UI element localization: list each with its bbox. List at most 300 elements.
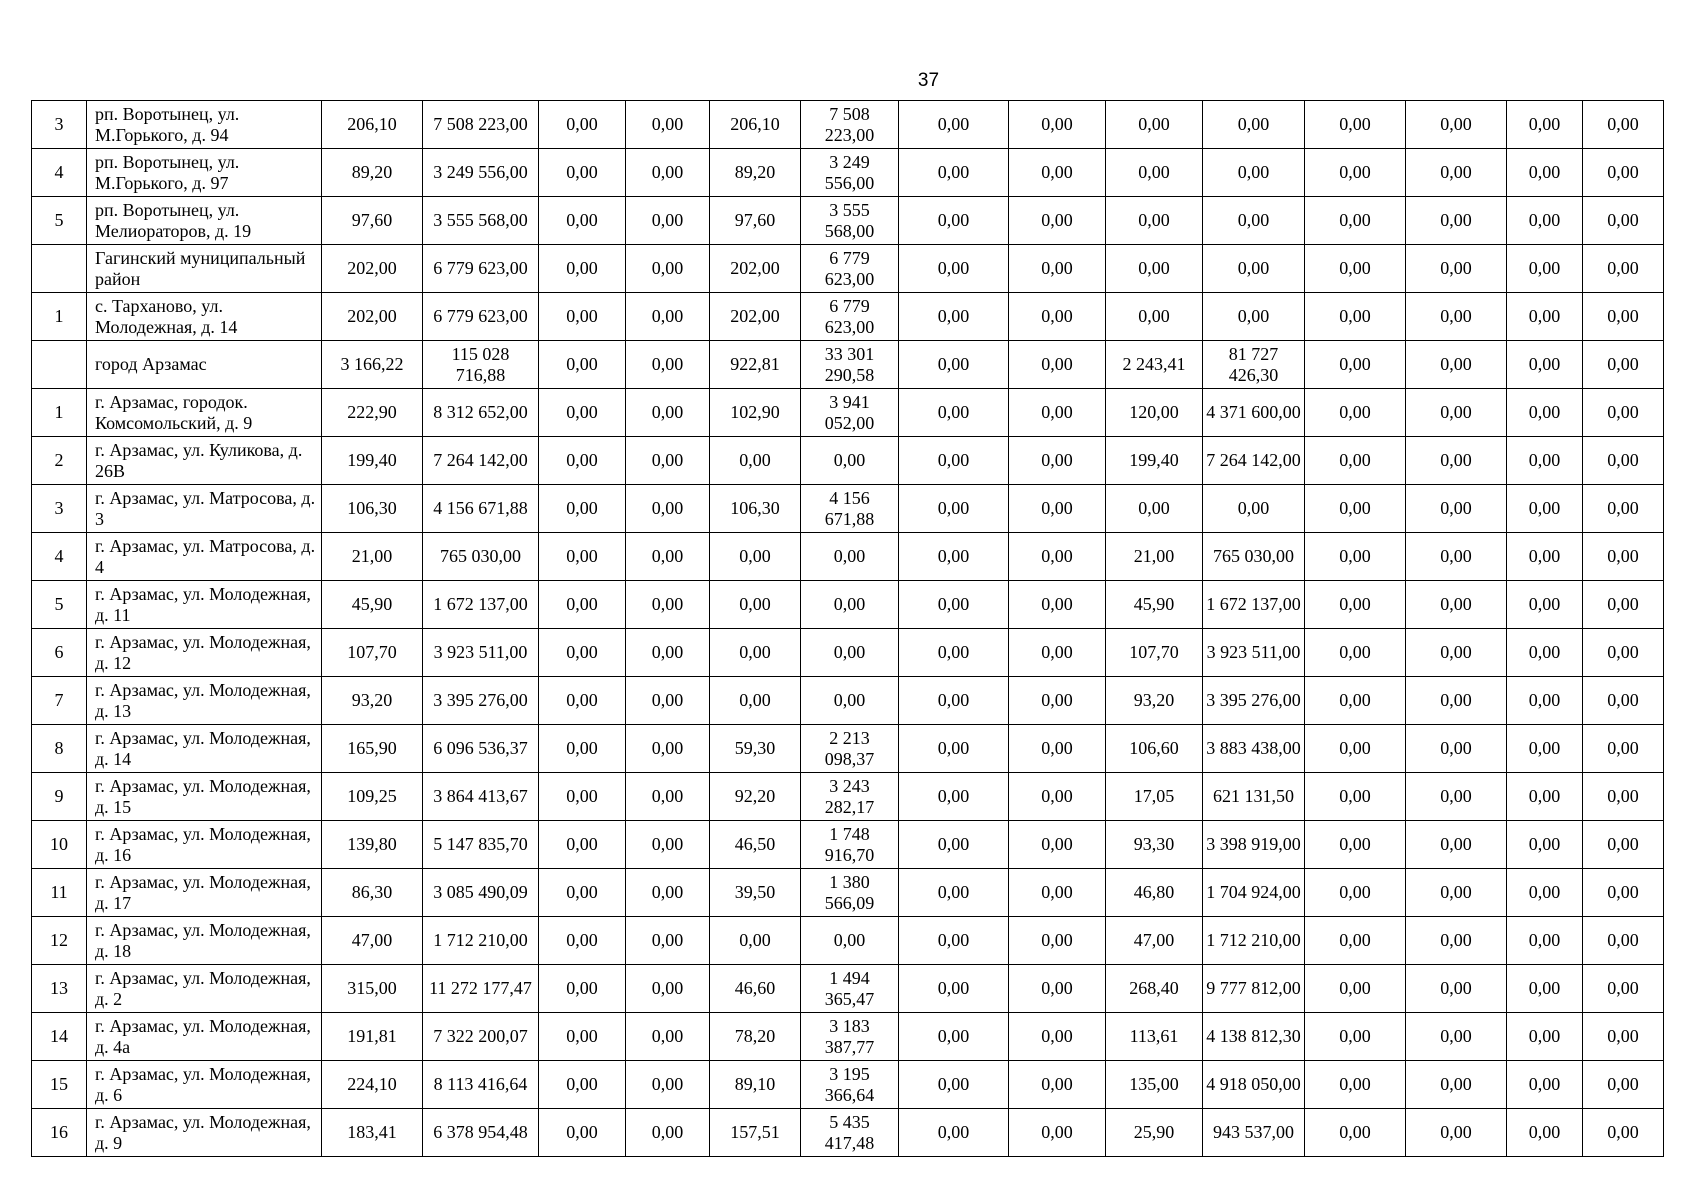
value-cell: 183,41	[322, 1109, 423, 1157]
value-cell: 115 028 716,88	[423, 341, 539, 389]
address-cell: рп. Воротынец, ул. М.Горького, д. 94	[87, 101, 322, 149]
value-cell: 0,00	[1507, 149, 1583, 197]
value-cell: 0,00	[1009, 245, 1106, 293]
value-cell: 0,00	[1406, 869, 1507, 917]
value-cell: 0,00	[1406, 1061, 1507, 1109]
value-cell: 0,00	[1305, 1109, 1406, 1157]
value-cell: 202,00	[710, 293, 801, 341]
value-cell: 0,00	[626, 965, 710, 1013]
table-row	[32, 437, 1664, 485]
address-cell: г. Арзамас, городок. Комсомольский, д. 9	[87, 389, 322, 437]
value-cell: 0,00	[626, 533, 710, 581]
value-cell: 0,00	[1305, 485, 1406, 533]
value-cell: 0,00	[539, 389, 626, 437]
table-row	[32, 1061, 1664, 1109]
value-cell: 0,00	[1583, 1013, 1664, 1061]
value-cell: 1 704 924,00	[1203, 869, 1305, 917]
value-cell: 0,00	[539, 245, 626, 293]
value-cell: 3 941 052,00	[801, 389, 899, 437]
value-cell: 0,00	[1106, 149, 1203, 197]
value-cell: 0,00	[899, 821, 1009, 869]
row-number-cell: 2	[32, 437, 87, 485]
row-number-cell: 4	[32, 533, 87, 581]
value-cell: 113,61	[1106, 1013, 1203, 1061]
value-cell: 922,81	[710, 341, 801, 389]
table-row	[32, 629, 1664, 677]
value-cell: 0,00	[1406, 725, 1507, 773]
value-cell: 21,00	[322, 533, 423, 581]
value-cell: 0,00	[710, 437, 801, 485]
value-cell: 0,00	[1009, 149, 1106, 197]
table-row	[32, 773, 1664, 821]
value-cell: 0,00	[539, 197, 626, 245]
value-cell: 46,80	[1106, 869, 1203, 917]
value-cell: 0,00	[899, 245, 1009, 293]
value-cell: 1 672 137,00	[1203, 581, 1305, 629]
value-cell: 0,00	[1305, 629, 1406, 677]
value-cell: 0,00	[1507, 245, 1583, 293]
value-cell: 0,00	[539, 677, 626, 725]
value-cell: 107,70	[322, 629, 423, 677]
table-row	[32, 533, 1664, 581]
value-cell: 6 779 623,00	[423, 293, 539, 341]
address-cell: г. Арзамас, ул. Молодежная, д. 13	[87, 677, 322, 725]
value-cell: 0,00	[1583, 293, 1664, 341]
row-number-cell: 7	[32, 677, 87, 725]
value-cell: 0,00	[1507, 629, 1583, 677]
table-row	[32, 293, 1664, 341]
value-cell: 89,20	[322, 149, 423, 197]
value-cell: 3 555 568,00	[423, 197, 539, 245]
value-cell: 7 322 200,07	[423, 1013, 539, 1061]
value-cell: 0,00	[1583, 917, 1664, 965]
value-cell: 0,00	[1009, 485, 1106, 533]
value-cell: 6 378 954,48	[423, 1109, 539, 1157]
address-cell: г. Арзамас, ул. Молодежная, д. 6	[87, 1061, 322, 1109]
value-cell: 0,00	[1406, 341, 1507, 389]
value-cell: 0,00	[1583, 869, 1664, 917]
row-number-cell: 16	[32, 1109, 87, 1157]
value-cell: 0,00	[626, 437, 710, 485]
value-cell: 3 395 276,00	[423, 677, 539, 725]
value-cell: 0,00	[1406, 917, 1507, 965]
value-cell: 0,00	[539, 821, 626, 869]
value-cell: 92,20	[710, 773, 801, 821]
address-cell: рп. Воротынец, ул. Мелиораторов, д. 19	[87, 197, 322, 245]
value-cell: 0,00	[1305, 341, 1406, 389]
value-cell: 7 508 223,00	[801, 101, 899, 149]
value-cell: 0,00	[1305, 917, 1406, 965]
value-cell: 46,60	[710, 965, 801, 1013]
value-cell: 0,00	[801, 533, 899, 581]
value-cell: 0,00	[801, 629, 899, 677]
value-cell: 89,20	[710, 149, 801, 197]
value-cell: 0,00	[1507, 677, 1583, 725]
value-cell: 6 779 623,00	[801, 293, 899, 341]
value-cell: 0,00	[1507, 1109, 1583, 1157]
value-cell: 0,00	[1406, 581, 1507, 629]
value-cell: 943 537,00	[1203, 1109, 1305, 1157]
value-cell: 0,00	[1507, 917, 1583, 965]
address-cell: г. Арзамас, ул. Молодежная, д. 12	[87, 629, 322, 677]
address-cell: рп. Воротынец, ул. М.Горького, д. 97	[87, 149, 322, 197]
value-cell: 202,00	[322, 293, 423, 341]
value-cell: 0,00	[1507, 101, 1583, 149]
value-cell: 0,00	[899, 293, 1009, 341]
value-cell: 0,00	[1009, 389, 1106, 437]
value-cell: 0,00	[1583, 389, 1664, 437]
value-cell: 0,00	[626, 389, 710, 437]
value-cell: 0,00	[899, 677, 1009, 725]
value-cell: 0,00	[1305, 293, 1406, 341]
value-cell: 0,00	[1406, 101, 1507, 149]
table-row	[32, 101, 1664, 149]
row-number-cell: 5	[32, 581, 87, 629]
value-cell: 0,00	[626, 293, 710, 341]
row-number-cell: 9	[32, 773, 87, 821]
value-cell: 206,10	[710, 101, 801, 149]
value-cell: 0,00	[1009, 533, 1106, 581]
value-cell: 25,90	[1106, 1109, 1203, 1157]
value-cell: 0,00	[1203, 101, 1305, 149]
value-cell: 1 748 916,70	[801, 821, 899, 869]
row-number-cell: 6	[32, 629, 87, 677]
row-number-cell: 1	[32, 293, 87, 341]
value-cell: 106,60	[1106, 725, 1203, 773]
value-cell: 0,00	[539, 1013, 626, 1061]
value-cell: 47,00	[322, 917, 423, 965]
value-cell: 0,00	[1305, 821, 1406, 869]
value-cell: 0,00	[899, 581, 1009, 629]
value-cell: 0,00	[1406, 437, 1507, 485]
value-cell: 0,00	[1507, 965, 1583, 1013]
address-cell: г. Арзамас, ул. Молодежная, д. 17	[87, 869, 322, 917]
table-row	[32, 197, 1664, 245]
address-cell: г. Арзамас, ул. Матросова, д. 3	[87, 485, 322, 533]
row-number-cell: 13	[32, 965, 87, 1013]
address-cell: г. Арзамас, ул. Молодежная, д. 11	[87, 581, 322, 629]
table-row	[32, 245, 1664, 293]
table-row	[32, 485, 1664, 533]
value-cell: 0,00	[1305, 389, 1406, 437]
value-cell: 0,00	[1305, 773, 1406, 821]
value-cell: 0,00	[801, 917, 899, 965]
value-cell: 0,00	[626, 725, 710, 773]
value-cell: 93,20	[322, 677, 423, 725]
value-cell: 0,00	[1009, 437, 1106, 485]
value-cell: 0,00	[1583, 101, 1664, 149]
table-row	[32, 821, 1664, 869]
value-cell: 0,00	[1507, 821, 1583, 869]
value-cell: 106,30	[710, 485, 801, 533]
value-cell: 0,00	[1305, 437, 1406, 485]
value-cell: 39,50	[710, 869, 801, 917]
value-cell: 0,00	[1009, 629, 1106, 677]
value-cell: 0,00	[1406, 293, 1507, 341]
value-cell: 0,00	[1583, 485, 1664, 533]
value-cell: 0,00	[1507, 341, 1583, 389]
value-cell: 268,40	[1106, 965, 1203, 1013]
value-cell: 3 166,22	[322, 341, 423, 389]
value-cell: 222,90	[322, 389, 423, 437]
value-cell: 0,00	[1583, 437, 1664, 485]
value-cell: 120,00	[1106, 389, 1203, 437]
value-cell: 0,00	[539, 725, 626, 773]
value-cell: 0,00	[1305, 197, 1406, 245]
value-cell: 0,00	[626, 821, 710, 869]
value-cell: 0,00	[899, 1061, 1009, 1109]
value-cell: 0,00	[1305, 533, 1406, 581]
value-cell: 6 779 623,00	[423, 245, 539, 293]
value-cell: 0,00	[899, 533, 1009, 581]
value-cell: 0,00	[1203, 245, 1305, 293]
value-cell: 0,00	[1507, 581, 1583, 629]
value-cell: 0,00	[1507, 725, 1583, 773]
value-cell: 0,00	[1106, 197, 1203, 245]
value-cell: 1 494 365,47	[801, 965, 899, 1013]
value-cell: 0,00	[626, 101, 710, 149]
value-cell: 0,00	[1106, 245, 1203, 293]
value-cell: 0,00	[1583, 821, 1664, 869]
value-cell: 0,00	[1406, 485, 1507, 533]
value-cell: 1 712 210,00	[423, 917, 539, 965]
value-cell: 0,00	[1406, 149, 1507, 197]
value-cell: 0,00	[626, 677, 710, 725]
value-cell: 6 096 536,37	[423, 725, 539, 773]
value-cell: 0,00	[1507, 389, 1583, 437]
value-cell: 0,00	[1305, 149, 1406, 197]
value-cell: 97,60	[322, 197, 423, 245]
value-cell: 8 312 652,00	[423, 389, 539, 437]
value-cell: 106,30	[322, 485, 423, 533]
address-cell: г. Арзамас, ул. Молодежная, д. 2	[87, 965, 322, 1013]
value-cell: 0,00	[539, 437, 626, 485]
value-cell: 0,00	[899, 437, 1009, 485]
value-cell: 0,00	[539, 1109, 626, 1157]
value-cell: 0,00	[1507, 293, 1583, 341]
value-cell: 9 777 812,00	[1203, 965, 1305, 1013]
address-cell: г. Арзамас, ул. Куликова, д. 26В	[87, 437, 322, 485]
value-cell: 0,00	[1507, 869, 1583, 917]
value-cell: 765 030,00	[1203, 533, 1305, 581]
value-cell: 0,00	[1203, 149, 1305, 197]
value-cell: 5 435 417,48	[801, 1109, 899, 1157]
value-cell: 0,00	[1305, 1013, 1406, 1061]
value-cell: 0,00	[626, 485, 710, 533]
value-cell: 4 371 600,00	[1203, 389, 1305, 437]
value-cell: 1 672 137,00	[423, 581, 539, 629]
value-cell: 0,00	[1305, 1061, 1406, 1109]
value-cell: 17,05	[1106, 773, 1203, 821]
value-cell: 0,00	[1203, 293, 1305, 341]
value-cell: 224,10	[322, 1061, 423, 1109]
value-cell: 0,00	[626, 149, 710, 197]
value-cell: 1 380 566,09	[801, 869, 899, 917]
row-number-cell: 4	[32, 149, 87, 197]
value-cell: 0,00	[1009, 101, 1106, 149]
value-cell: 0,00	[539, 149, 626, 197]
row-number-cell: 10	[32, 821, 87, 869]
value-cell: 3 183 387,77	[801, 1013, 899, 1061]
value-cell: 0,00	[1583, 197, 1664, 245]
value-cell: 0,00	[1406, 389, 1507, 437]
value-cell: 102,90	[710, 389, 801, 437]
value-cell: 0,00	[1507, 533, 1583, 581]
value-cell: 97,60	[710, 197, 801, 245]
value-cell: 0,00	[626, 581, 710, 629]
value-cell: 0,00	[539, 965, 626, 1013]
row-number-cell: 11	[32, 869, 87, 917]
value-cell: 0,00	[899, 917, 1009, 965]
value-cell: 0,00	[1009, 677, 1106, 725]
value-cell: 33 301 290,58	[801, 341, 899, 389]
table-row	[32, 1109, 1664, 1157]
address-cell: г. Арзамас, ул. Матросова, д. 4	[87, 533, 322, 581]
value-cell: 0,00	[1406, 965, 1507, 1013]
row-number-cell: 3	[32, 101, 87, 149]
value-cell: 0,00	[1507, 197, 1583, 245]
table-row	[32, 677, 1664, 725]
value-cell: 7 264 142,00	[423, 437, 539, 485]
value-cell: 7 508 223,00	[423, 101, 539, 149]
value-cell: 0,00	[710, 677, 801, 725]
value-cell: 0,00	[899, 485, 1009, 533]
value-cell: 0,00	[1583, 1061, 1664, 1109]
value-cell: 621 131,50	[1203, 773, 1305, 821]
table-row	[32, 965, 1664, 1013]
address-cell: с. Тарханово, ул. Молодежная, д. 14	[87, 293, 322, 341]
value-cell: 0,00	[539, 101, 626, 149]
value-cell: 0,00	[899, 1109, 1009, 1157]
value-cell: 0,00	[1406, 1109, 1507, 1157]
row-number-cell: 3	[32, 485, 87, 533]
value-cell: 0,00	[1305, 677, 1406, 725]
value-cell: 0,00	[626, 1109, 710, 1157]
value-cell: 0,00	[539, 581, 626, 629]
value-cell: 0,00	[626, 773, 710, 821]
value-cell: 0,00	[1583, 965, 1664, 1013]
value-cell: 0,00	[539, 341, 626, 389]
value-cell: 0,00	[626, 341, 710, 389]
value-cell: 8 113 416,64	[423, 1061, 539, 1109]
value-cell: 0,00	[1583, 629, 1664, 677]
value-cell: 0,00	[1009, 821, 1106, 869]
value-cell: 0,00	[1406, 245, 1507, 293]
value-cell: 0,00	[1009, 725, 1106, 773]
table-body	[32, 101, 1664, 1157]
value-cell: 0,00	[1305, 869, 1406, 917]
value-cell: 0,00	[539, 533, 626, 581]
value-cell: 0,00	[1009, 293, 1106, 341]
value-cell: 0,00	[1507, 773, 1583, 821]
value-cell: 0,00	[899, 101, 1009, 149]
row-number-cell: 15	[32, 1061, 87, 1109]
value-cell: 2 243,41	[1106, 341, 1203, 389]
value-cell: 0,00	[1507, 1013, 1583, 1061]
value-cell: 3 085 490,09	[423, 869, 539, 917]
value-cell: 3 243 282,17	[801, 773, 899, 821]
value-cell: 0,00	[1106, 293, 1203, 341]
value-cell: 0,00	[1507, 1061, 1583, 1109]
value-cell: 0,00	[626, 1013, 710, 1061]
value-cell: 0,00	[1583, 1109, 1664, 1157]
value-cell: 0,00	[1583, 149, 1664, 197]
address-cell: г. Арзамас, ул. Молодежная, д. 16	[87, 821, 322, 869]
value-cell: 2 213 098,37	[801, 725, 899, 773]
value-cell: 0,00	[1583, 677, 1664, 725]
value-cell: 1 712 210,00	[1203, 917, 1305, 965]
value-cell: 202,00	[710, 245, 801, 293]
row-number-cell	[32, 245, 87, 293]
value-cell: 135,00	[1106, 1061, 1203, 1109]
page-number: 37	[917, 70, 940, 91]
value-cell: 199,40	[1106, 437, 1203, 485]
value-cell: 0,00	[539, 293, 626, 341]
row-number-cell: 12	[32, 917, 87, 965]
value-cell: 315,00	[322, 965, 423, 1013]
value-cell: 89,10	[710, 1061, 801, 1109]
table-row	[32, 149, 1664, 197]
address-cell: г. Арзамас, ул. Молодежная, д. 14	[87, 725, 322, 773]
value-cell: 5 147 835,70	[423, 821, 539, 869]
row-number-cell: 1	[32, 389, 87, 437]
value-cell: 0,00	[1009, 869, 1106, 917]
value-cell: 0,00	[801, 437, 899, 485]
value-cell: 0,00	[1583, 581, 1664, 629]
value-cell: 0,00	[1583, 533, 1664, 581]
address-cell: Гагинский муниципальный район	[87, 245, 322, 293]
value-cell: 4 918 050,00	[1203, 1061, 1305, 1109]
value-cell: 93,20	[1106, 677, 1203, 725]
value-cell: 0,00	[710, 581, 801, 629]
value-cell: 0,00	[899, 197, 1009, 245]
value-cell: 191,81	[322, 1013, 423, 1061]
value-cell: 0,00	[539, 629, 626, 677]
value-cell: 0,00	[1203, 485, 1305, 533]
value-cell: 0,00	[1583, 341, 1664, 389]
value-cell: 109,25	[322, 773, 423, 821]
value-cell: 0,00	[626, 917, 710, 965]
table-row	[32, 869, 1664, 917]
value-cell: 0,00	[710, 629, 801, 677]
value-cell: 0,00	[626, 1061, 710, 1109]
value-cell: 0,00	[899, 341, 1009, 389]
value-cell: 0,00	[1106, 101, 1203, 149]
value-cell: 4 156 671,88	[423, 485, 539, 533]
value-cell: 0,00	[1305, 245, 1406, 293]
value-cell: 0,00	[626, 869, 710, 917]
row-number-cell: 14	[32, 1013, 87, 1061]
value-cell: 0,00	[1583, 773, 1664, 821]
value-cell: 3 555 568,00	[801, 197, 899, 245]
value-cell: 0,00	[1009, 965, 1106, 1013]
value-cell: 0,00	[1406, 821, 1507, 869]
value-cell: 81 727 426,30	[1203, 341, 1305, 389]
value-cell: 6 779 623,00	[801, 245, 899, 293]
value-cell: 0,00	[1305, 101, 1406, 149]
value-cell: 0,00	[1009, 341, 1106, 389]
value-cell: 0,00	[539, 1061, 626, 1109]
value-cell: 0,00	[801, 677, 899, 725]
value-cell: 0,00	[1406, 533, 1507, 581]
value-cell: 165,90	[322, 725, 423, 773]
value-cell: 0,00	[626, 245, 710, 293]
table-row	[32, 581, 1664, 629]
value-cell: 93,30	[1106, 821, 1203, 869]
value-cell: 765 030,00	[423, 533, 539, 581]
value-cell: 0,00	[899, 1013, 1009, 1061]
value-cell: 3 395 276,00	[1203, 677, 1305, 725]
